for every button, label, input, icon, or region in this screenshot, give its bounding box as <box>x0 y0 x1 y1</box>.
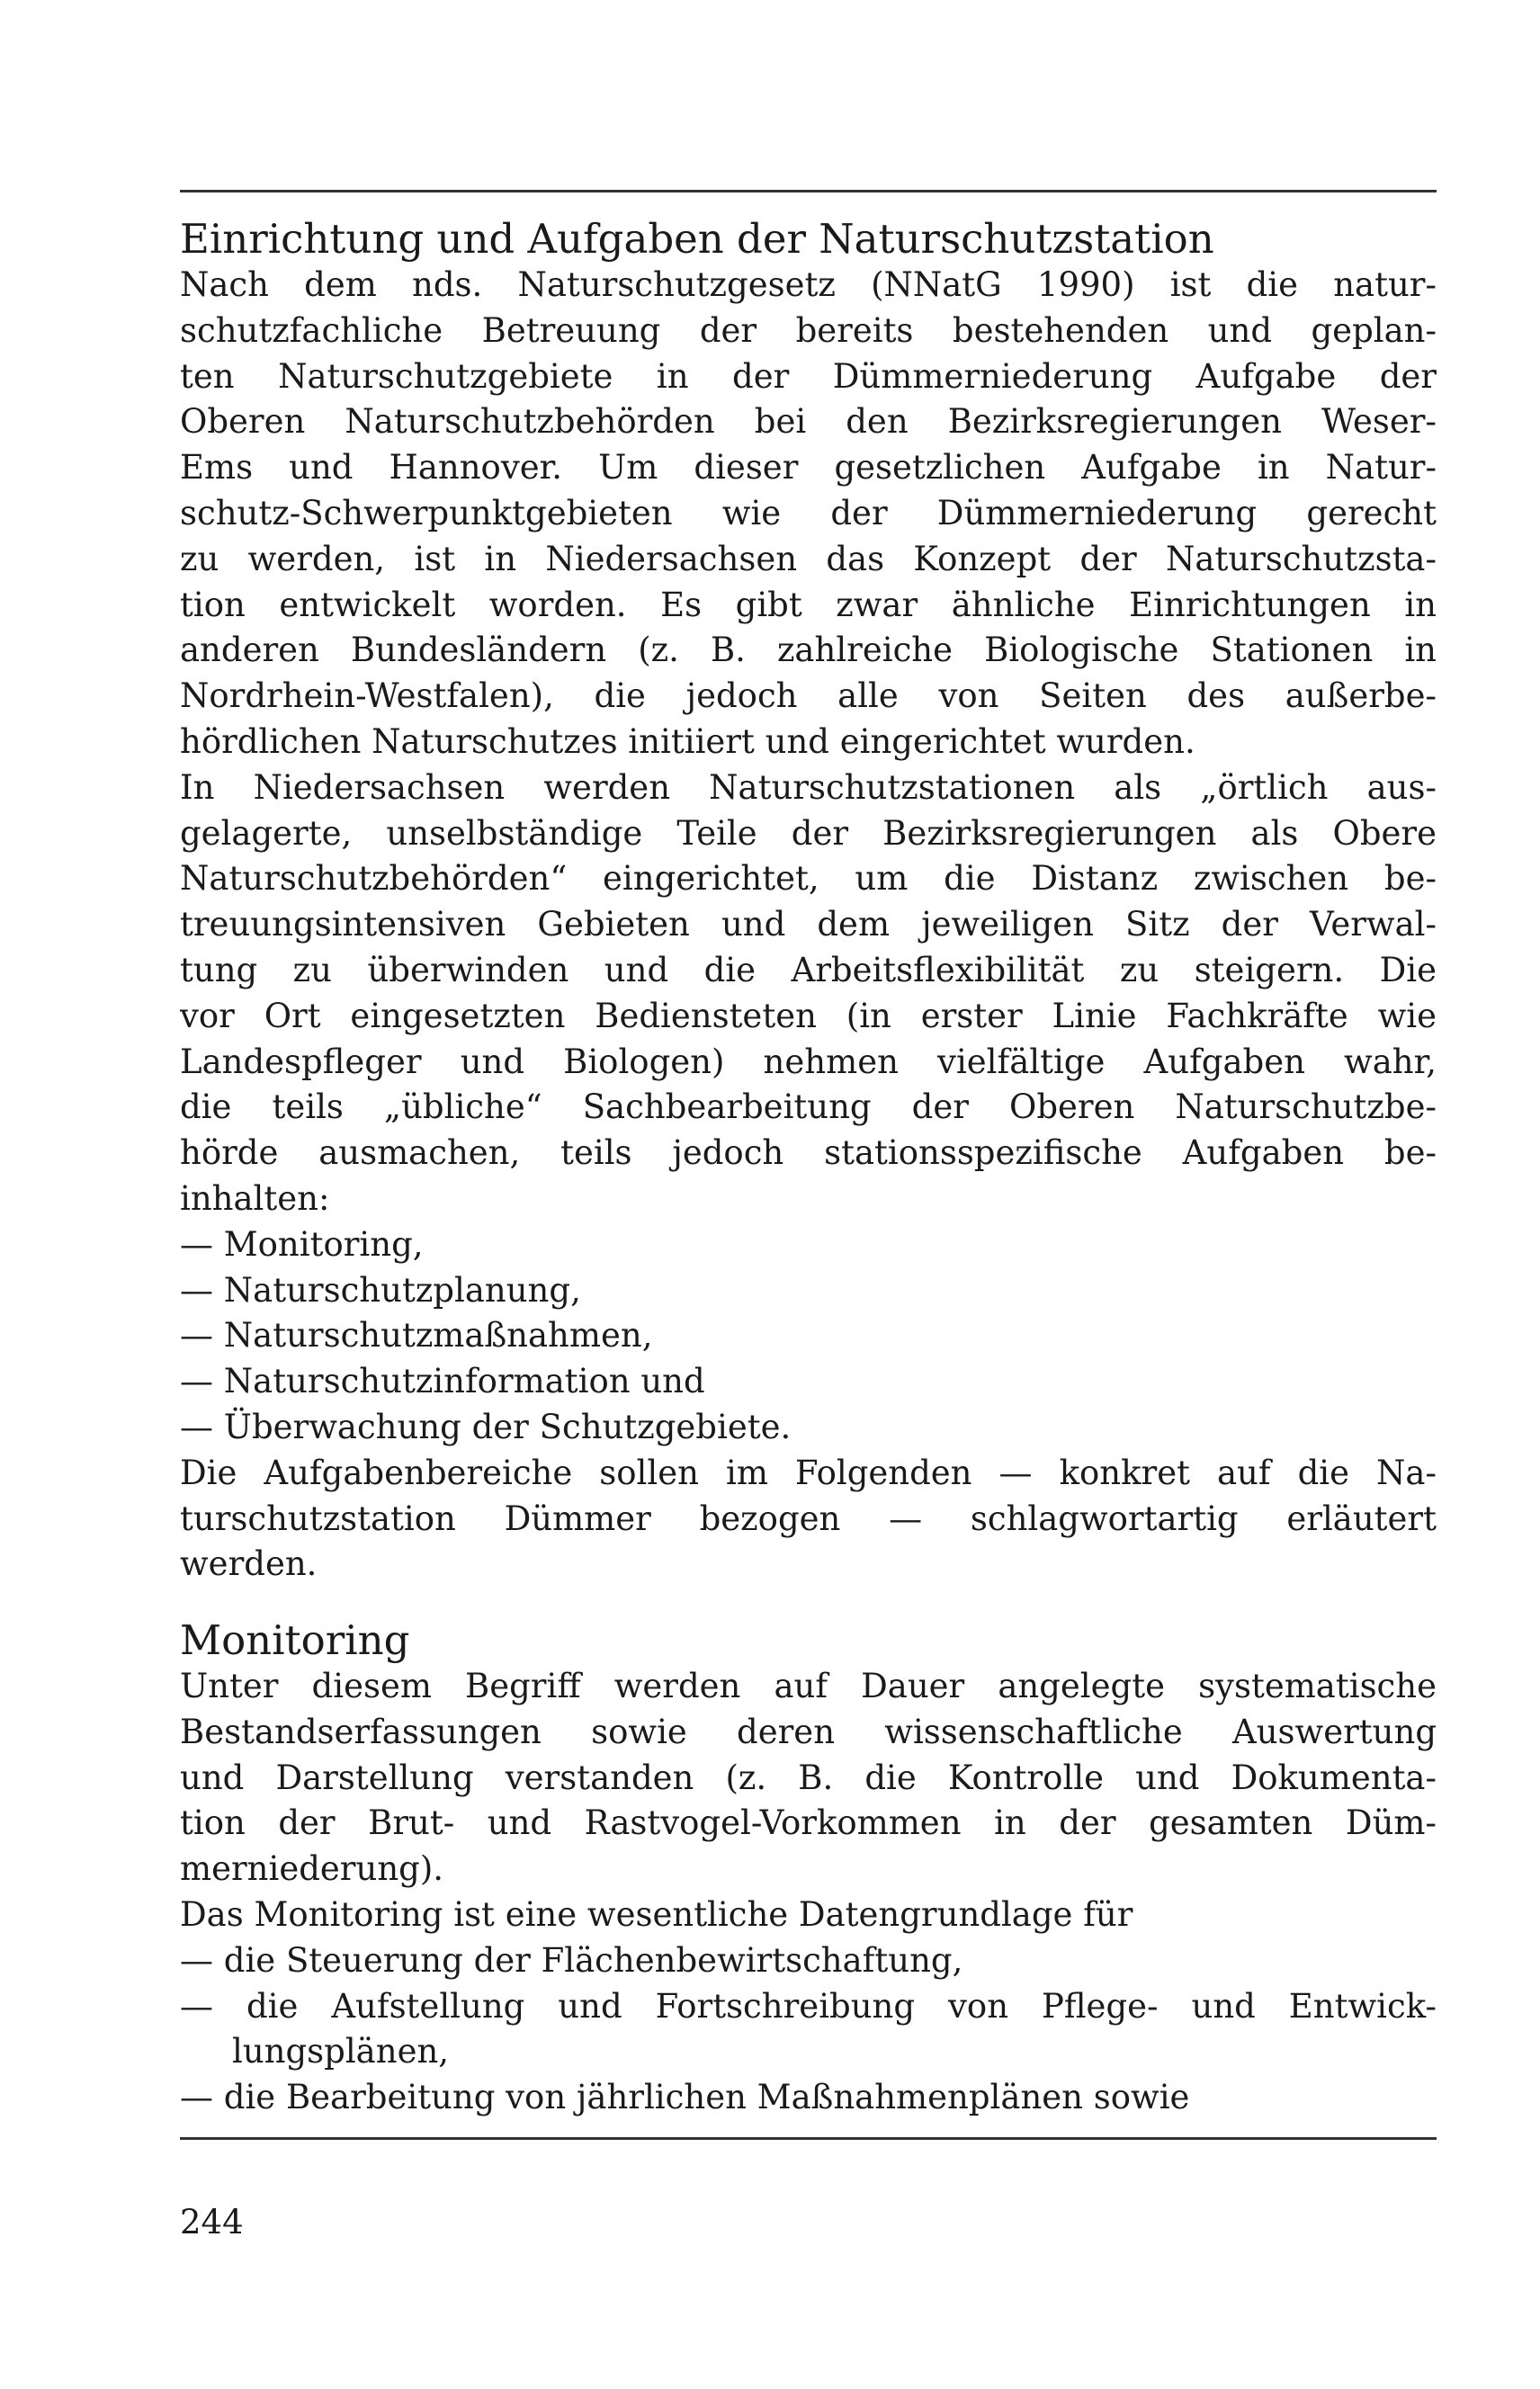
text-line: In Niedersachsen werden Naturschutzstationen als „örtlich aus- <box>180 767 1437 807</box>
page-number: 244 <box>180 2203 244 2241</box>
text-line: — Naturschutzmaßnahmen, <box>180 1316 653 1356</box>
text-line: turschutzstation Dümmer bezogen — schlagwortartig erläutert <box>180 1499 1437 1538</box>
text-line: gelagerte, unselbständige Teile der Bezirksregierungen als Obere <box>180 813 1437 853</box>
text-line: Ems und Hannover. Um dieser gesetzlichen Aufgabe in Natur- <box>180 448 1437 488</box>
text-line: tion der Brut- und Rastvogel-Vorkommen in der gesamten Düm- <box>180 1803 1437 1843</box>
top-rule <box>180 190 1437 192</box>
text-line: werden. <box>180 1544 318 1584</box>
text-line: treuungsintensiven Gebieten und dem jeweiligen Sitz der Verwal- <box>180 905 1437 944</box>
text-line: schutzfachliche Betreuung der bereits bestehenden und geplan- <box>180 310 1437 350</box>
text-line: hörde ausmachen, teils jedoch stationsspezifische Aufgaben be- <box>180 1133 1437 1173</box>
text-line: Landespfleger und Biologen) nehmen vielfältige Aufgaben wahr, <box>180 1042 1437 1081</box>
text-line: zu werden, ist in Niedersachsen das Konzept der Naturschutzsta- <box>180 539 1437 578</box>
text-line: hördlichen Naturschutzes initiiert und eingerichtet wurden. <box>180 721 1195 761</box>
text-line: Naturschutzbehörden“ eingerichtet, um die Distanz zwischen be- <box>180 859 1437 899</box>
text-line: Unter diesem Begriff werden auf Dauer angelegte systematische <box>180 1667 1437 1705</box>
section-heading: Monitoring <box>180 1616 410 1664</box>
text-line: die teils „übliche“ Sachbearbeitung der Oberen Naturschutzbe- <box>180 1087 1437 1127</box>
text-line: — die Bearbeitung von jährlichen Maßnahmenplänen sowie <box>180 2078 1190 2117</box>
text-line: — die Aufstellung und Fortschreibung von Pflege- und Entwick- <box>180 1986 1437 2026</box>
text-line: — Naturschutzinformation und <box>180 1362 705 1401</box>
text-line: inhalten: <box>180 1178 330 1218</box>
text-line: tion entwickelt worden. Es gibt zwar ähnliche Einrichtungen in <box>180 585 1437 624</box>
section-heading: Einrichtung und Aufgaben der Naturschutzstation <box>180 215 1214 263</box>
text-line: anderen Bundesländern (z. B. zahlreiche Biologische Stationen in <box>180 631 1437 670</box>
text-line: Das Monitoring ist eine wesentliche Datengrundlage für <box>180 1894 1133 1934</box>
text-line: — Naturschutzplanung, <box>180 1270 581 1310</box>
text-line: — Monitoring, <box>180 1224 424 1264</box>
section-einrichtung <box>180 216 1437 1588</box>
section-body <box>180 263 1437 1588</box>
text-line: ten Naturschutzgebiete in der Dümmerniederung Aufgabe der <box>180 356 1437 396</box>
text-line: Die Aufgabenbereiche sollen im Folgenden — konkret auf die Na- <box>180 1453 1437 1492</box>
text-line: Nordrhein-Westfalen), die jedoch alle von Seiten des außerbe- <box>180 676 1437 716</box>
text-line: Oberen Naturschutzbehörden bei den Bezirksregierungen Weser- <box>180 402 1437 442</box>
text-line: Bestandserfassungen sowie deren wissenschaftliche Auswertung <box>180 1712 1437 1751</box>
text-line: — die Steuerung der Flächenbewirtschaftung, <box>180 1940 963 1980</box>
text-line: und Darstellung verstanden (z. B. die Kontrolle und Dokumenta- <box>180 1758 1437 1797</box>
text-line: — Überwachung der Schutzgebiete. <box>180 1407 792 1446</box>
section-body <box>180 1664 1437 2121</box>
text-line: schutz-Schwerpunktgebieten wie der Dümmerniederung gerecht <box>180 493 1437 532</box>
section-monitoring <box>180 1617 1437 2121</box>
text-line: lungsplänen, <box>232 2032 450 2071</box>
text-line: tung zu überwinden und die Arbeitsflexibilität zu steigern. Die <box>180 950 1437 989</box>
text-line: vor Ort eingesetzten Bediensteten (in erster Linie Fachkräfte wie <box>180 996 1437 1035</box>
text-line: Nach dem nds. Naturschutzgesetz (NNatG 1990) ist die natur- <box>180 265 1437 304</box>
bottom-rule <box>180 2137 1437 2140</box>
text-line: merniederung). <box>180 1849 444 1889</box>
